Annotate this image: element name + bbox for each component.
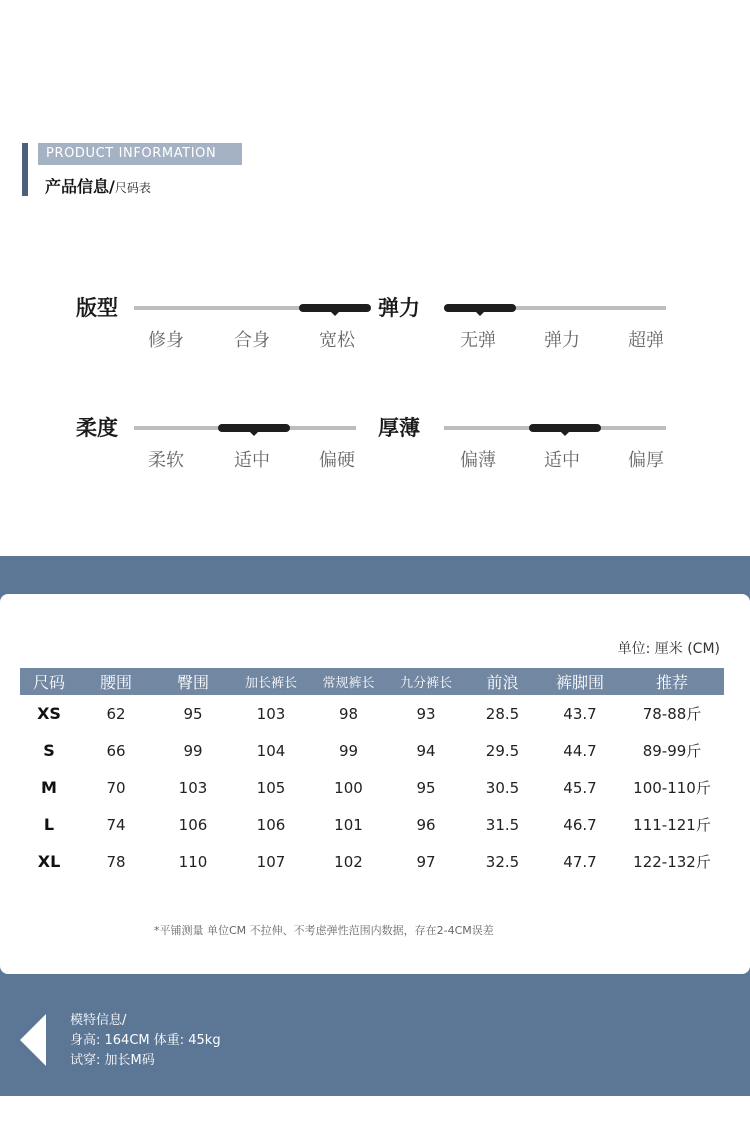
cell: 104 (256, 741, 286, 760)
scale-option: 偏厚 (628, 450, 664, 471)
table-row (20, 695, 724, 732)
attr-elasticity (378, 296, 676, 386)
cell: 78 (106, 852, 126, 871)
cell: 103 (178, 778, 208, 797)
header-accent-bar (22, 143, 28, 196)
cell: 66 (106, 741, 126, 760)
col-header-hip: 臀围 (154, 668, 232, 695)
cell: 62 (106, 704, 126, 723)
scale-option: 合身 (234, 330, 270, 351)
cell: 95 (416, 778, 436, 797)
scale-option: 适中 (544, 450, 580, 471)
cell: 47.7 (563, 852, 597, 871)
table-row (20, 732, 724, 769)
product-info-tag: PRODUCT INFORMATION (38, 143, 242, 165)
col-header-cropped-length: 九分裤长 (387, 668, 465, 695)
cell-size: XS (37, 704, 61, 723)
scale-option: 无弹 (460, 330, 496, 351)
table-row (20, 769, 724, 806)
cell: 106 (178, 815, 208, 834)
scale-option: 修身 (148, 330, 184, 351)
size-table (20, 668, 724, 880)
scale-option: 超弹 (628, 330, 664, 351)
table-header-row (20, 668, 724, 695)
cell: 99 (338, 741, 359, 760)
scale-marker (444, 304, 516, 312)
subtitle-text: 尺码表 (114, 181, 151, 195)
attr-name: 版型 (76, 296, 118, 320)
cell: 45.7 (563, 778, 597, 797)
cell: 101 (334, 815, 363, 834)
cell: 44.7 (563, 741, 597, 760)
cell: 74 (106, 815, 126, 834)
cell: 95 (183, 704, 203, 723)
scale-marker (299, 304, 371, 312)
col-header-front-rise: 前浪 (465, 668, 540, 695)
col-header-regular-length: 常规裤长 (310, 668, 387, 695)
cell: 43.7 (563, 704, 597, 723)
cell-size: S (43, 741, 55, 760)
attr-name: 柔度 (76, 416, 118, 440)
page-title (45, 174, 151, 197)
col-header-long-length: 加长裤长 (232, 668, 310, 695)
cell: 93 (416, 704, 436, 723)
cell-size: M (41, 778, 57, 797)
model-body-stats: 身高: 164CM 体重: 45kg (70, 1033, 221, 1048)
col-header-waist: 腰围 (78, 668, 154, 695)
cell: 100-110斤 (633, 779, 711, 797)
scale-option: 偏薄 (460, 450, 496, 471)
cell: 110 (178, 852, 208, 871)
col-header-size: 尺码 (20, 668, 78, 695)
cell: 106 (256, 815, 286, 834)
scale-option: 适中 (234, 450, 270, 471)
chevron-left-icon (20, 1014, 46, 1066)
attr-name: 厚薄 (378, 416, 420, 440)
cell: 103 (256, 704, 286, 723)
cell-size: L (43, 815, 55, 834)
model-info (70, 1011, 221, 1071)
cell: 94 (416, 741, 436, 760)
table-row (20, 843, 724, 880)
attr-thickness (378, 416, 676, 506)
cell: 31.5 (485, 815, 520, 834)
attr-name: 弹力 (378, 296, 420, 320)
cell: 102 (334, 852, 363, 871)
cell: 105 (256, 778, 286, 797)
cell: 70 (106, 778, 126, 797)
col-header-leg-opening: 裤脚围 (540, 668, 620, 695)
model-info-title: 模特信息/ (70, 1013, 127, 1028)
scale-option: 宽松 (319, 330, 355, 351)
scale-option: 柔软 (148, 450, 184, 471)
cell: 46.7 (563, 815, 597, 834)
cell: 30.5 (485, 778, 520, 797)
unit-label: 单位: 厘米 (CM) (617, 641, 720, 657)
cell: 89-99斤 (642, 742, 702, 760)
cell: 96 (416, 815, 436, 834)
cell: 78-88斤 (642, 705, 702, 723)
attr-softness (76, 416, 366, 506)
cell: 111-121斤 (633, 816, 711, 834)
scale-option: 偏硬 (319, 450, 355, 471)
scale-marker (218, 424, 290, 432)
title-text: 产品信息/ (45, 177, 115, 196)
cell-size: XL (37, 852, 61, 871)
cell: 99 (183, 741, 203, 760)
model-fit-size: 试穿: 加长M码 (70, 1053, 155, 1068)
cell: 29.5 (485, 741, 520, 760)
cell: 28.5 (485, 704, 520, 723)
scale-marker (529, 424, 601, 432)
cell: 100 (334, 778, 363, 797)
attr-fit (76, 296, 366, 386)
table-row (20, 806, 724, 843)
cell: 107 (256, 852, 286, 871)
cell: 97 (416, 852, 436, 871)
cell: 122-132斤 (633, 853, 711, 871)
col-header-recommended: 推荐 (620, 668, 724, 695)
cell: 32.5 (485, 852, 520, 871)
cell: 98 (338, 704, 359, 723)
scale-option: 弹力 (544, 330, 580, 351)
measurement-note: *平铺测量 单位CM 不拉伸、不考虑弹性范围内数据，存在2-4CM误差 (154, 924, 494, 937)
